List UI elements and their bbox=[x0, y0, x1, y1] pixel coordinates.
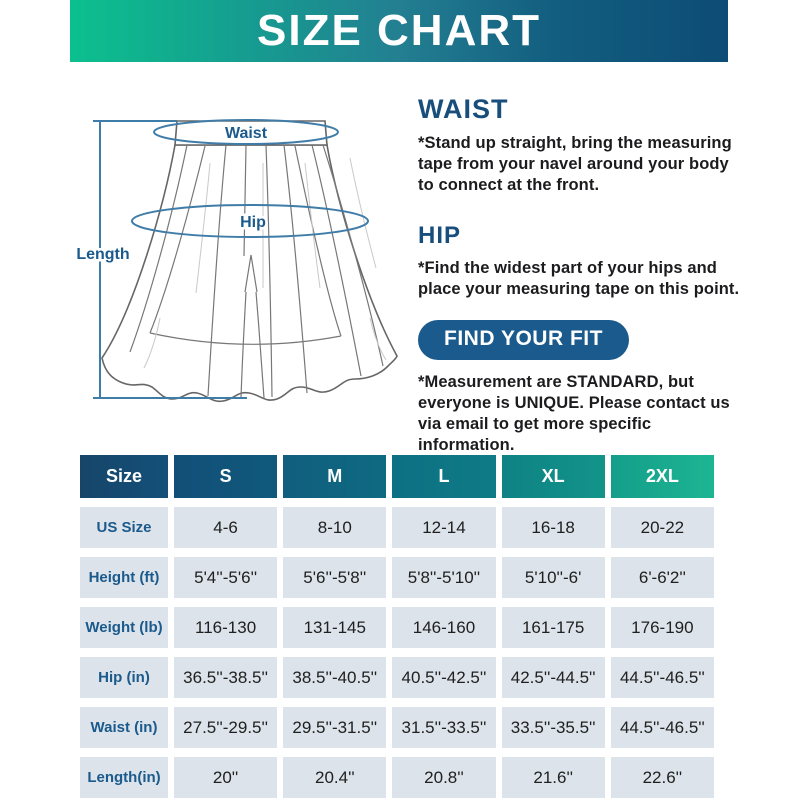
fit-note-body: *Measurement are STANDARD, but everyone is UNIQUE. Please contact us via email to get more specific information. bbox=[418, 372, 730, 454]
length-diagram-label: Length bbox=[76, 246, 130, 263]
size-cell: 5'6''-5'8'' bbox=[283, 557, 386, 598]
page-title: SIZE CHART bbox=[257, 6, 541, 55]
table-row-length bbox=[80, 757, 714, 798]
size-cell: 36.5''-38.5'' bbox=[174, 657, 277, 698]
skirt-illustration-icon bbox=[60, 88, 405, 413]
table-row-us-size bbox=[80, 507, 714, 548]
size-cell: 42.5''-44.5'' bbox=[502, 657, 605, 698]
table-row-waist bbox=[80, 707, 714, 748]
size-cell: 5'4''-5'6'' bbox=[174, 557, 277, 598]
hip-diagram-label: Hip bbox=[240, 214, 266, 231]
column-header-l: L bbox=[392, 455, 495, 498]
hip-section-heading: HIP bbox=[418, 221, 462, 249]
row-label: Hip (in) bbox=[80, 657, 168, 698]
size-cell: 29.5''-31.5'' bbox=[283, 707, 386, 748]
size-cell: 44.5''-46.5'' bbox=[611, 657, 714, 698]
size-chart-table bbox=[74, 446, 720, 807]
size-cell: 131-145 bbox=[283, 607, 386, 648]
size-cell: 16-18 bbox=[502, 507, 605, 548]
size-cell: 21.6'' bbox=[502, 757, 605, 798]
table-row-hip bbox=[80, 657, 714, 698]
size-cell: 4-6 bbox=[174, 507, 277, 548]
size-cell: 5'8''-5'10'' bbox=[392, 557, 495, 598]
title-banner bbox=[70, 0, 728, 62]
size-cell: 5'10''-6' bbox=[502, 557, 605, 598]
size-cell: 44.5''-46.5'' bbox=[611, 707, 714, 748]
hip-section-body: *Find the widest part of your hips and place your measuring tape on this point. bbox=[418, 258, 740, 298]
size-cell: 27.5''-29.5'' bbox=[174, 707, 277, 748]
measuring-instructions bbox=[418, 94, 744, 456]
size-cell: 6'-6'2'' bbox=[611, 557, 714, 598]
row-label: Length(in) bbox=[80, 757, 168, 798]
size-cell: 40.5''-42.5'' bbox=[392, 657, 495, 698]
size-cell: 12-14 bbox=[392, 507, 495, 548]
size-cell: 31.5''-33.5'' bbox=[392, 707, 495, 748]
size-cell: 33.5''-35.5'' bbox=[502, 707, 605, 748]
row-label: Height (ft) bbox=[80, 557, 168, 598]
size-cell: 176-190 bbox=[611, 607, 714, 648]
row-label: Weight (lb) bbox=[80, 607, 168, 648]
column-header-m: M bbox=[283, 455, 386, 498]
column-header-xl: XL bbox=[502, 455, 605, 498]
size-cell: 38.5''-40.5'' bbox=[283, 657, 386, 698]
skirt-diagram bbox=[60, 88, 405, 413]
size-cell: 146-160 bbox=[392, 607, 495, 648]
size-cell: 20-22 bbox=[611, 507, 714, 548]
size-cell: 8-10 bbox=[283, 507, 386, 548]
waist-section-body: *Stand up straight, bring the measuring tape from your navel around your body to connect at the front. bbox=[418, 134, 732, 194]
size-cell: 116-130 bbox=[174, 607, 277, 648]
find-your-fit-button[interactable]: FIND YOUR FIT bbox=[418, 320, 629, 360]
column-header-size: Size bbox=[80, 455, 168, 498]
column-header-2xl: 2XL bbox=[611, 455, 714, 498]
waist-section-heading: WAIST bbox=[418, 94, 509, 124]
waist-diagram-label: Waist bbox=[224, 125, 268, 142]
size-cell: 22.6'' bbox=[611, 757, 714, 798]
column-header-s: S bbox=[174, 455, 277, 498]
table-row-weight bbox=[80, 607, 714, 648]
table-header-row bbox=[80, 455, 714, 498]
row-label: Waist (in) bbox=[80, 707, 168, 748]
size-cell: 20.4'' bbox=[283, 757, 386, 798]
size-cell: 161-175 bbox=[502, 607, 605, 648]
size-cell: 20'' bbox=[174, 757, 277, 798]
size-cell: 20.8'' bbox=[392, 757, 495, 798]
row-label: US Size bbox=[80, 507, 168, 548]
table-row-height bbox=[80, 557, 714, 598]
